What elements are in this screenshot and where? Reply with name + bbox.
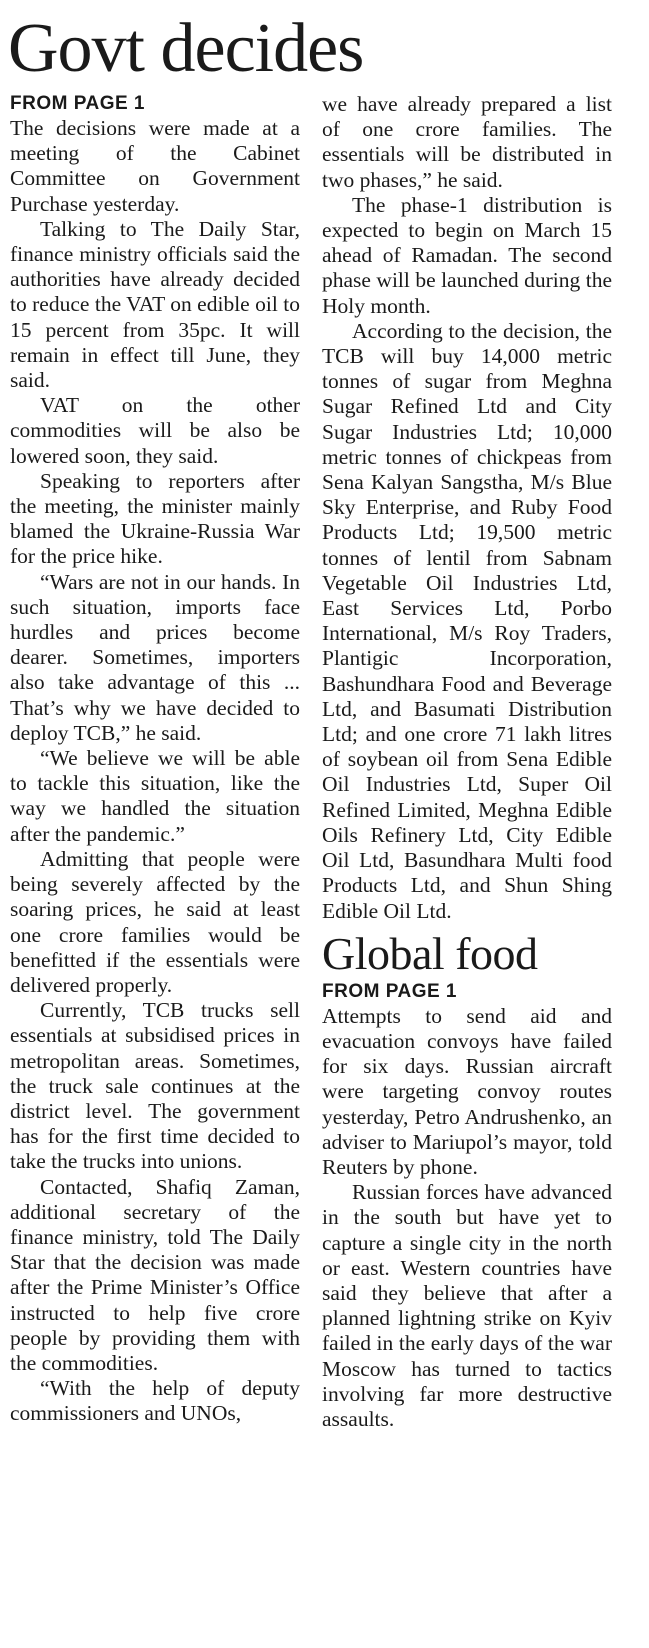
paragraph: Currently, TCB trucks sell essentials at subsidised prices in metropolitan areas. Sometimes, the truck sale continues at the district level. The government has for the first time decided to take the trucks into unions.	[10, 998, 300, 1174]
paragraph: VAT on the other commodities will be also be lowered soon, they said.	[10, 393, 300, 468]
right-column	[322, 92, 612, 1432]
left-column	[10, 92, 300, 1427]
paragraph: The phase-1 distribution is expected to begin on March 15 ahead of Ramadan. The second phase will be launched during the Holy month.	[322, 192, 612, 318]
second-story-headline: Global food	[322, 927, 538, 979]
paragraph: “We believe we will be able to tackle this situation, like the way we handled the situation after the pandemic.”	[10, 746, 300, 846]
paragraph: According to the decision, the TCB will buy 14,000 metric tonnes of sugar from Meghna Sugar Refined Ltd and City Sugar Industries Ltd; 10,000 metric tonnes of chickpeas from Sena Kalyan Sangstha, M/s Blue Sky Enterprise, and Ruby Food Products Ltd; 19,500 metric tonnes of lentil from Sabnam Vegetable Oil Industries Ltd, East Services Ltd, Porbo International, M/s Roy Traders, Plantigic Incorporation, Bashundhara Food and Beverage Ltd, and Basumati Distribution Ltd; and one crore 71 lakh litres of soybean oil from Sena Edible Oil Industries Ltd, Super Oil Refined Limited, Meghna Edible Oils Refinery Ltd, City Edible Oil Ltd, Basundhara Multi food Products Ltd, and Shun Shing Edible Oil Ltd.	[322, 318, 612, 923]
kicker: FROM PAGE 1	[322, 980, 457, 1002]
paragraph: Speaking to reporters after the meeting, the minister mainly blamed the Ukraine-Russia War for the price hike.	[10, 468, 300, 569]
headline: Govt decides	[8, 10, 364, 87]
paragraph: we have already prepared a list of one crore families. The essentials will be distributed in two phases,” he said.	[322, 92, 612, 192]
paragraph: Attempts to send aid and evacuation convoys have failed for six days. Russian aircraft were targeting convoy routes yesterday, Petro Andrushenko, an adviser to Mariupol’s mayor, told Reuters by phone.	[322, 1003, 612, 1179]
paragraph: Contacted, Shafiq Zaman, additional secretary of the finance ministry, told The Daily Star that the decision was made after the Prime Minister’s Office instructed to help five crore people by providing them with the commodities.	[10, 1174, 300, 1375]
paragraph: Russian forces have advanced in the south but have yet to capture a single city in the north or east. Western countries have said they believe that after a planned lightning strike on Kyiv failed in the early days of the war Moscow has turned to tactics involving far more destructive assaults.	[322, 1180, 612, 1431]
paragraph: “Wars are not in our hands. In such situation, imports face hurdles and prices become dearer. Sometimes, importers also take advantage of this ... That’s why we have decided to deploy TCB,” he said.	[10, 569, 300, 745]
paragraph: Talking to The Daily Star, finance ministry officials said the authorities have already decided to reduce the VAT on edible oil to 15 percent from 35pc. It will remain in effect till June, they said.	[10, 216, 300, 393]
paragraph: Admitting that people were being severely affected by the soaring prices, he said at least one crore families would be benefitted if the essentials were delivered properly.	[10, 846, 300, 997]
paragraph: “With the help of deputy commissioners and UNOs,	[10, 1376, 300, 1426]
paragraph: The decisions were made at a meeting of the Cabinet Committee on Government Purchase yesterday.	[10, 116, 300, 216]
kicker: FROM PAGE 1	[10, 93, 145, 114]
